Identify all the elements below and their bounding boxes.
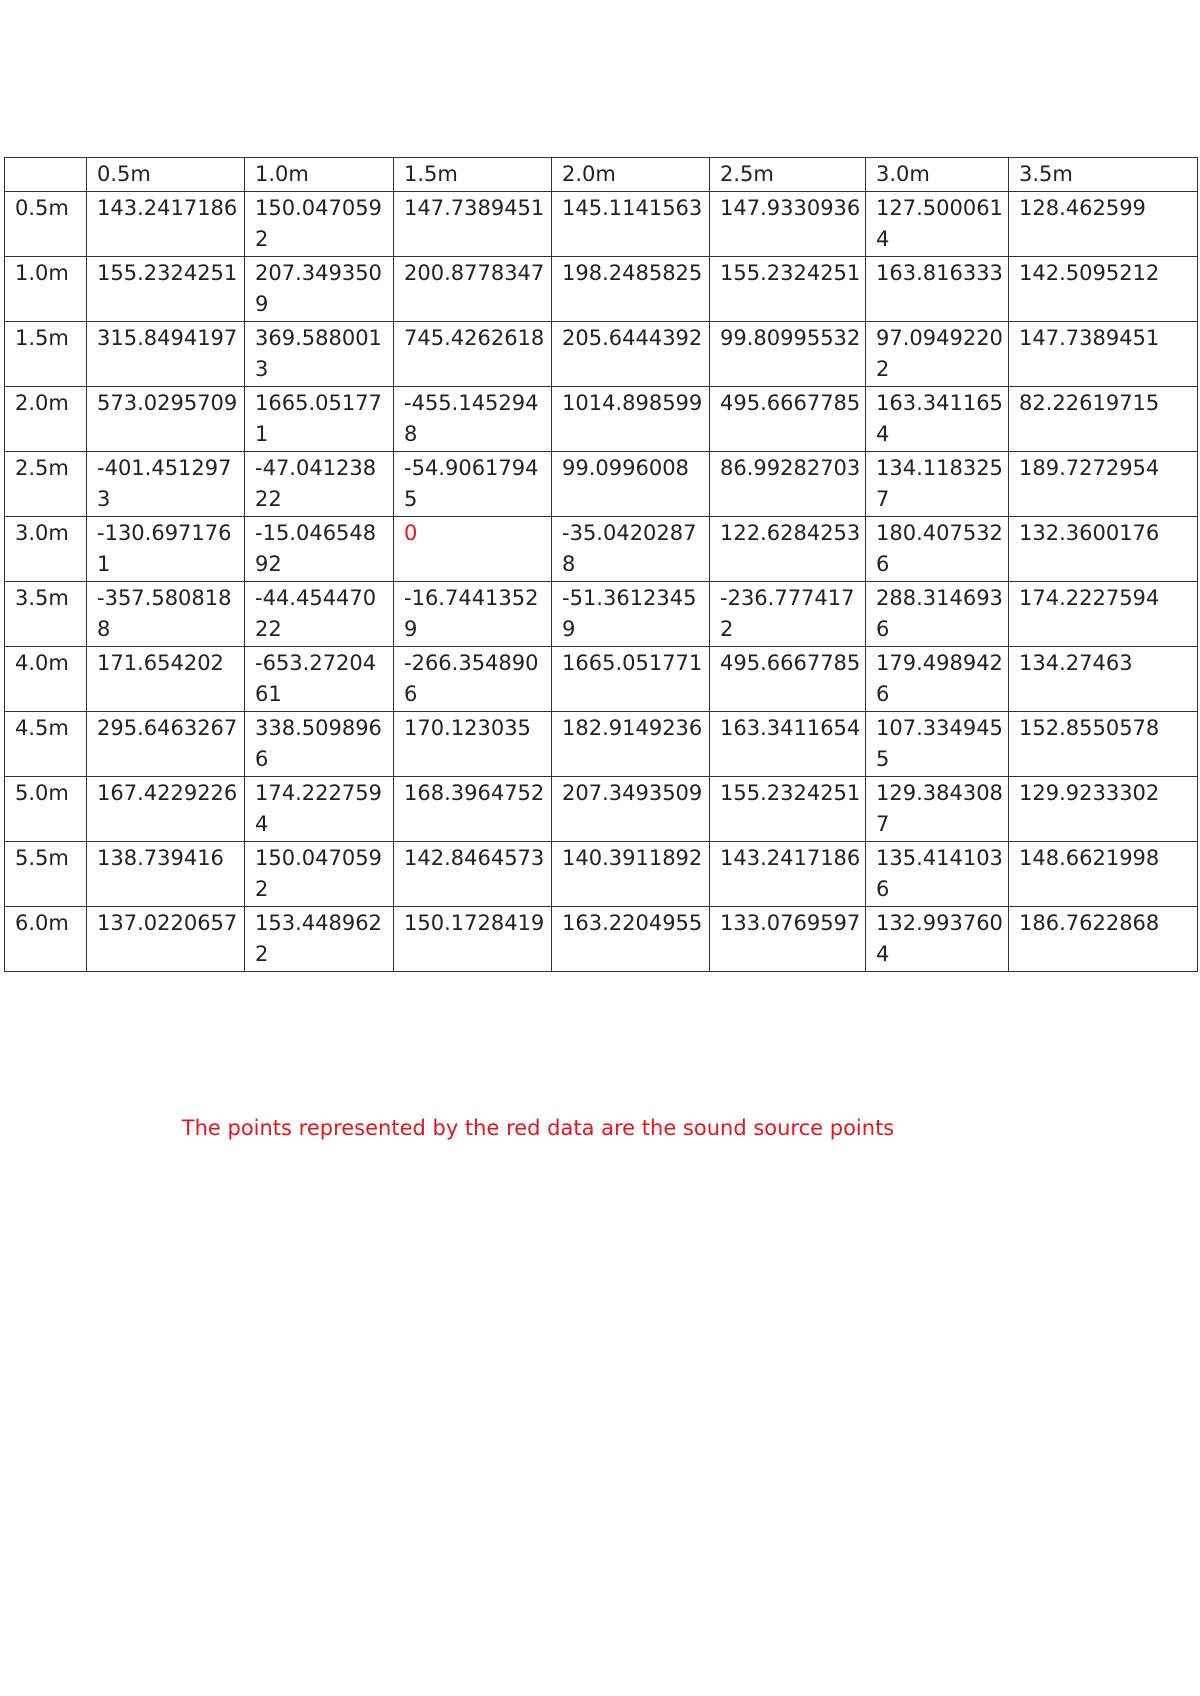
table-cell: 152.8550578 [1009, 711, 1198, 776]
table-cell: 163.3411654 [866, 386, 1009, 451]
row-header: 6.0m [5, 906, 87, 971]
table-cell: -130.6971761 [87, 516, 245, 581]
table-cell: -47.04123822 [245, 451, 394, 516]
table-cell: 179.4989426 [866, 646, 1009, 711]
table-cell: 148.6621998 [1009, 841, 1198, 906]
table-cell: 127.5000614 [866, 191, 1009, 256]
table-row [5, 646, 1198, 711]
table-row [5, 841, 1198, 906]
table-cell: 134.27463 [1009, 646, 1198, 711]
table-cell: 142.8464573 [394, 841, 552, 906]
table-cell: -455.1452948 [394, 386, 552, 451]
table-cell: -653.2720461 [245, 646, 394, 711]
table-cell: 147.7389451 [394, 191, 552, 256]
table-cell: 168.3964752 [394, 776, 552, 841]
row-header: 3.0m [5, 516, 87, 581]
table-cell: 97.09492202 [866, 321, 1009, 386]
table-body [5, 191, 1198, 971]
sound-source-cell: 0 [394, 516, 552, 581]
table-cell: 198.2485825 [552, 256, 710, 321]
table-cell: -35.04202878 [552, 516, 710, 581]
corner-cell [5, 158, 87, 192]
table-header [5, 158, 1198, 192]
table-cell: -236.7774172 [710, 581, 866, 646]
table-cell: 128.462599 [1009, 191, 1198, 256]
table-cell: 207.3493509 [245, 256, 394, 321]
table-cell: 338.5098966 [245, 711, 394, 776]
table-cell: 1665.051771 [552, 646, 710, 711]
table-cell: -54.90617945 [394, 451, 552, 516]
table-cell: 140.3911892 [552, 841, 710, 906]
column-header: 2.5m [710, 158, 866, 192]
table-cell: 147.7389451 [1009, 321, 1198, 386]
table-row [5, 581, 1198, 646]
table-row [5, 711, 1198, 776]
row-header: 0.5m [5, 191, 87, 256]
table-cell: 369.5880013 [245, 321, 394, 386]
table-cell: 288.3146936 [866, 581, 1009, 646]
table-cell: 174.2227594 [1009, 581, 1198, 646]
table-cell: 155.2324251 [87, 256, 245, 321]
header-row [5, 158, 1198, 192]
row-header: 5.0m [5, 776, 87, 841]
table-cell: 1014.898599 [552, 386, 710, 451]
table-cell: 150.0470592 [245, 191, 394, 256]
column-header: 3.0m [866, 158, 1009, 192]
table-cell: -16.74413529 [394, 581, 552, 646]
table-cell: 207.3493509 [552, 776, 710, 841]
column-header: 0.5m [87, 158, 245, 192]
table-cell: 99.80995532 [710, 321, 866, 386]
table-cell: 150.0470592 [245, 841, 394, 906]
table-cell: 129.3843087 [866, 776, 1009, 841]
table-cell: 171.654202 [87, 646, 245, 711]
row-header: 1.0m [5, 256, 87, 321]
table-cell: 142.5095212 [1009, 256, 1198, 321]
table-cell: 134.1183257 [866, 451, 1009, 516]
column-header: 2.0m [552, 158, 710, 192]
table-row [5, 776, 1198, 841]
table-cell: -15.04654892 [245, 516, 394, 581]
table-cell: 495.6667785 [710, 386, 866, 451]
table-cell: 147.9330936 [710, 191, 866, 256]
table-cell: 155.2324251 [710, 776, 866, 841]
table-cell: 155.2324251 [710, 256, 866, 321]
table-row [5, 451, 1198, 516]
table-cell: -357.5808188 [87, 581, 245, 646]
table-cell: 145.1141563 [552, 191, 710, 256]
row-header: 4.0m [5, 646, 87, 711]
row-header: 1.5m [5, 321, 87, 386]
table-cell: 170.123035 [394, 711, 552, 776]
table-cell: 1665.051771 [245, 386, 394, 451]
table-cell: 186.7622868 [1009, 906, 1198, 971]
table-cell: 745.4262618 [394, 321, 552, 386]
table-cell: 143.2417186 [87, 191, 245, 256]
table-cell: 86.99282703 [710, 451, 866, 516]
sound-data-table-container [4, 157, 1197, 972]
table-cell: -51.36123459 [552, 581, 710, 646]
column-header: 3.5m [1009, 158, 1198, 192]
table-row [5, 321, 1198, 386]
table-cell: 163.2204955 [552, 906, 710, 971]
table-cell: 573.0295709 [87, 386, 245, 451]
table-cell: 205.6444392 [552, 321, 710, 386]
table-cell: 82.22619715 [1009, 386, 1198, 451]
table-cell: 163.816333 [866, 256, 1009, 321]
table-cell: 167.4229226 [87, 776, 245, 841]
row-header: 3.5m [5, 581, 87, 646]
table-cell: 107.3349455 [866, 711, 1009, 776]
table-cell: 150.1728419 [394, 906, 552, 971]
table-cell: 153.4489622 [245, 906, 394, 971]
table-cell: 295.6463267 [87, 711, 245, 776]
table-cell: 182.9149236 [552, 711, 710, 776]
table-row [5, 516, 1198, 581]
column-header: 1.5m [394, 158, 552, 192]
table-cell: -401.4512973 [87, 451, 245, 516]
table-cell: 189.7272954 [1009, 451, 1198, 516]
table-cell: -266.3548906 [394, 646, 552, 711]
table-cell: 180.4075326 [866, 516, 1009, 581]
table-cell: 133.0769597 [710, 906, 866, 971]
table-cell: 200.8778347 [394, 256, 552, 321]
table-cell: 99.0996008 [552, 451, 710, 516]
table-cell: 174.2227594 [245, 776, 394, 841]
table-cell: 129.9233302 [1009, 776, 1198, 841]
row-header: 2.0m [5, 386, 87, 451]
table-row [5, 256, 1198, 321]
table-row [5, 386, 1198, 451]
table-cell: 137.0220657 [87, 906, 245, 971]
table-cell: 132.3600176 [1009, 516, 1198, 581]
sound-data-table [4, 157, 1198, 972]
table-cell: 143.2417186 [710, 841, 866, 906]
sound-source-note: The points represented by the red data are the sound source points [181, 1116, 895, 1140]
table-row [5, 191, 1198, 256]
table-row [5, 906, 1198, 971]
table-cell: -44.45447022 [245, 581, 394, 646]
table-cell: 132.9937604 [866, 906, 1009, 971]
row-header: 5.5m [5, 841, 87, 906]
table-cell: 163.3411654 [710, 711, 866, 776]
column-header: 1.0m [245, 158, 394, 192]
row-header: 4.5m [5, 711, 87, 776]
table-cell: 495.6667785 [710, 646, 866, 711]
table-cell: 315.8494197 [87, 321, 245, 386]
row-header: 2.5m [5, 451, 87, 516]
table-cell: 138.739416 [87, 841, 245, 906]
table-cell: 122.6284253 [710, 516, 866, 581]
table-cell: 135.4141036 [866, 841, 1009, 906]
